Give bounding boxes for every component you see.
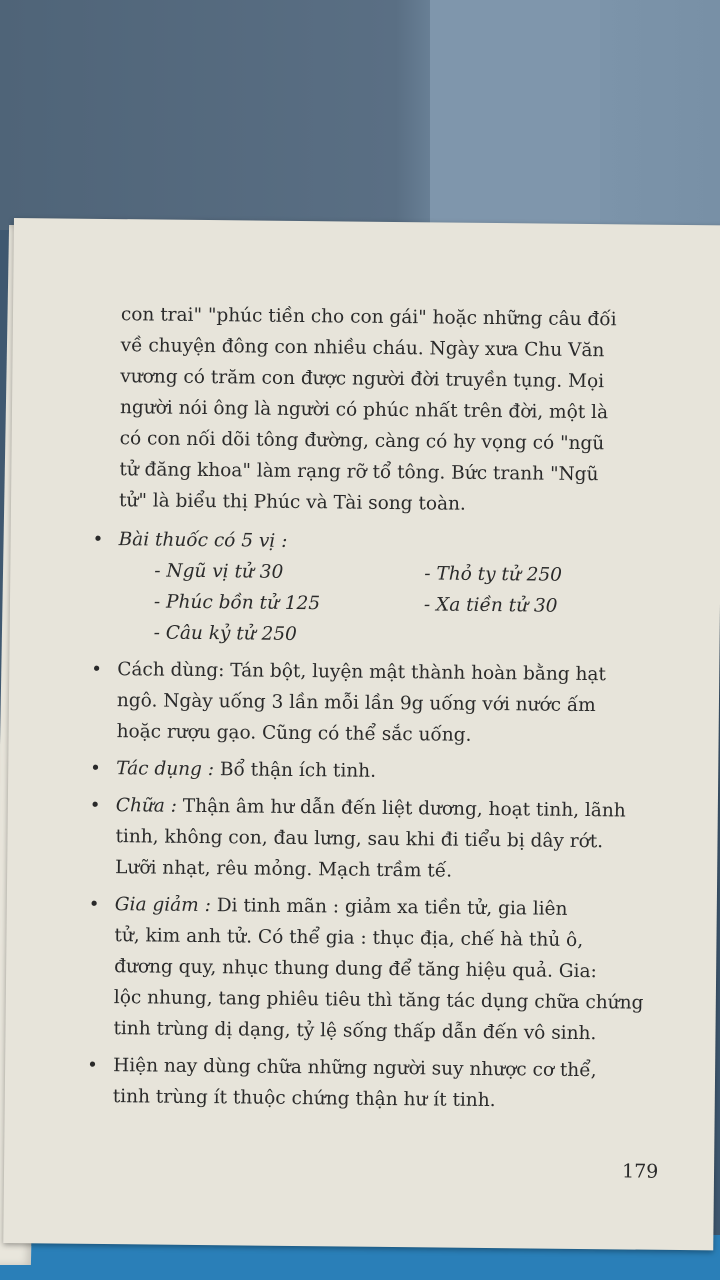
text-line: Lưỡi nhạt, rêu mỏng. Mạch trầm tế. [115,857,453,882]
text-line: tinh, không con, đau lưng, sau khi đi tiểu bị dây rớt. [115,826,604,853]
text-line: có con nối dõi tông đường, càng có hy vọng có "ngũ [119,428,605,455]
ingredient-item: - Phúc bồn tử 125 [153,591,321,615]
text-line: về chuyện đông con nhiều cháu. Ngày xưa Chu Văn [120,335,605,362]
text-line: tử đăng khoa" làm rạng rỡ tổ tông. Bức tranh "Ngũ [119,459,599,486]
treat-section [89,790,696,889]
bullet-icon: • [89,794,101,816]
background-wall [0,0,720,230]
text-line: tử, kim anh tử. Có thể gia : thục địa, chế hà thủ ô, [114,925,584,951]
page-number: 179 [621,1160,659,1183]
text-line: tử" là biểu thị Phúc và Tài song toàn. [118,490,466,515]
ingredient-item: - Ngũ vị tử 30 [154,560,284,583]
intro-paragraph [119,299,701,522]
recipe-section [92,524,699,654]
text-line: tinh trùng dị dạng, tỷ lệ sống thấp dẫn đến vô sinh. [113,1018,597,1045]
adjust-text: Di tinh mãn : giảm xa tiền tử, gia liên [210,895,568,920]
ingredient-item: - Thỏ ty tử 250 [424,563,563,586]
text-line: người nói ông là người có phúc nhất trên đời, một là [119,397,609,424]
adjust-section [88,889,695,1050]
usage-section [91,654,697,753]
book-page [3,218,720,1250]
effect-section [90,753,696,790]
text-line: tinh trùng ít thuộc chứng thận hư ít tinh. [112,1086,496,1112]
effect-label: Tác dụng : [116,758,215,781]
current-use-section [87,1050,694,1118]
treat-text: Thận âm hư dẫn đến liệt dương, hoạt tinh, lãnh [176,795,626,822]
text-line: Cách dùng: Tán bột, luyện mật thành hoàn bằng hạt [117,659,607,686]
bullet-icon: • [88,893,100,915]
bullet-icon: • [87,1054,98,1076]
text-line: vương có trăm con được người đời truyền tụng. Mọi [120,366,605,393]
treat-label: Chữa : [115,795,178,817]
background-panel [430,0,600,225]
bullet-icon: • [92,528,104,550]
recipe-ingredients [153,555,698,654]
recipe-heading: Bài thuốc có 5 vị : [118,529,288,552]
text-line: đương quy, nhục thung dung để tăng hiệu quả. Gia: [114,956,597,983]
text-line: lộc nhung, tang phiêu tiêu thì tăng tác dụng chữa chứng [113,987,644,1014]
text-line: hoặc rượu gạo. Cũng có thể sắc uống. [116,721,472,746]
ingredient-item: - Câu kỷ tử 250 [153,622,297,645]
text-line: ngô. Ngày uống 3 lần mỗi lần 9g uống với nước ấm [116,690,596,717]
adjust-label: Gia giảm : [114,894,211,917]
text-line: con trai" "phúc tiền cho con gái" hoặc những câu đối [120,304,617,331]
page-content [87,299,702,1124]
bullet-icon: • [91,658,103,680]
text-line: Hiện nay dùng chữa những người suy nhược cơ thể, [113,1055,597,1082]
ingredient-item: - Xa tiền tử 30 [423,594,558,617]
effect-line [116,753,696,790]
bullet-icon: • [90,757,101,779]
effect-text: Bổ thận ích tinh. [213,759,377,782]
